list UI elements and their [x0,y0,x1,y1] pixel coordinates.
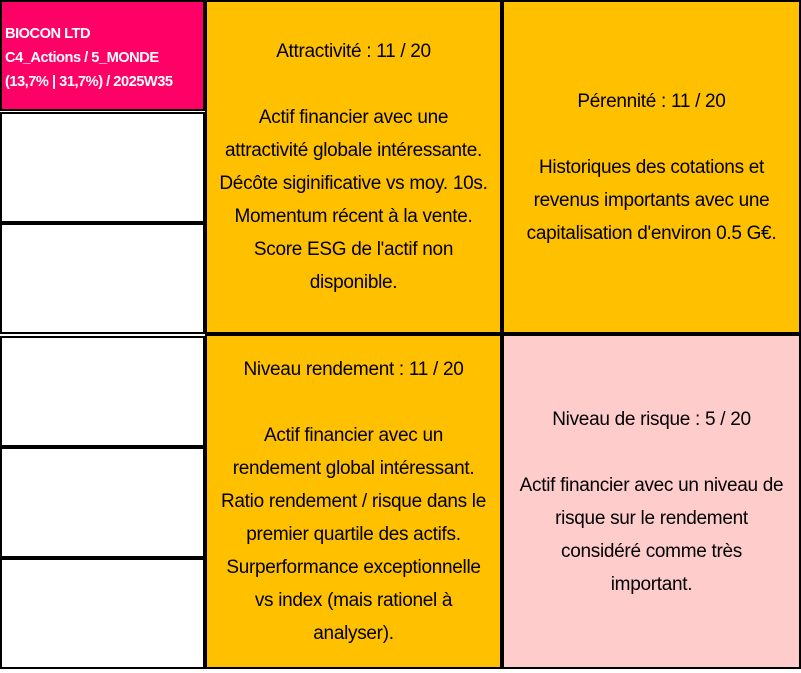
perennite-line: capitalisation d'environ 0.5 G€. [526,222,777,244]
blank-cell-5 [0,558,205,669]
rendement-line: analyser). [313,623,394,644]
attractivite-line: attractivité globale intéressante. [224,140,482,161]
asset-stats: (13,7% | 31,7%) / 2025W35 [5,73,173,90]
risque-title: Niveau de risque : 5 / 20 [552,408,751,430]
company-name: BIOCON LTD [5,25,91,42]
risque-line: important. [610,573,693,595]
attractivite-line: Momentum récent à la vente. [234,206,473,227]
rendement-line: vs index (mais rationel à [254,590,453,611]
perennite-line: revenus importants avec une [533,189,770,211]
blank-cell-2 [0,223,205,334]
rendement-title: Niveau rendement : 11 / 20 [243,359,464,380]
attractivite-line: Décôte siginificative vs moy. 10s. [219,173,488,194]
risque-line: Actif financier avec un niveau de [519,474,784,496]
rendement-line: Actif financier avec un [264,425,443,446]
risque-line: considéré comme très [561,540,742,562]
perennite-card [502,0,801,334]
rendement-line: premier quartile des actifs. [246,524,461,545]
attractivite-line: disponible. [309,272,398,293]
perennite-title: Pérennité : 11 / 20 [577,90,726,112]
asset-header [0,0,205,111]
rendement-line: rendement global intéressant. [232,458,475,479]
rendement-line: Surperformance exceptionnelle [226,557,481,578]
perennite-line: Historiques des cotations et [539,156,764,178]
risque-line: risque sur le rendement [555,507,748,529]
blank-cell-4 [0,447,205,558]
attractivite-title: Attractivité : 11 / 20 [276,41,431,62]
blank-cell-3 [0,336,205,447]
blank-cell-1 [0,112,205,223]
asset-category: C4_Actions / 5_MONDE [5,49,159,66]
risque-card [502,334,801,669]
rendement-line: Ratio rendement / risque dans le [220,491,486,512]
attractivite-line: Score ESG de l'actif non [253,239,454,260]
attractivite-line: Actif financier avec une [258,107,449,128]
rendement-card [205,334,502,669]
attractivite-card [205,0,502,334]
